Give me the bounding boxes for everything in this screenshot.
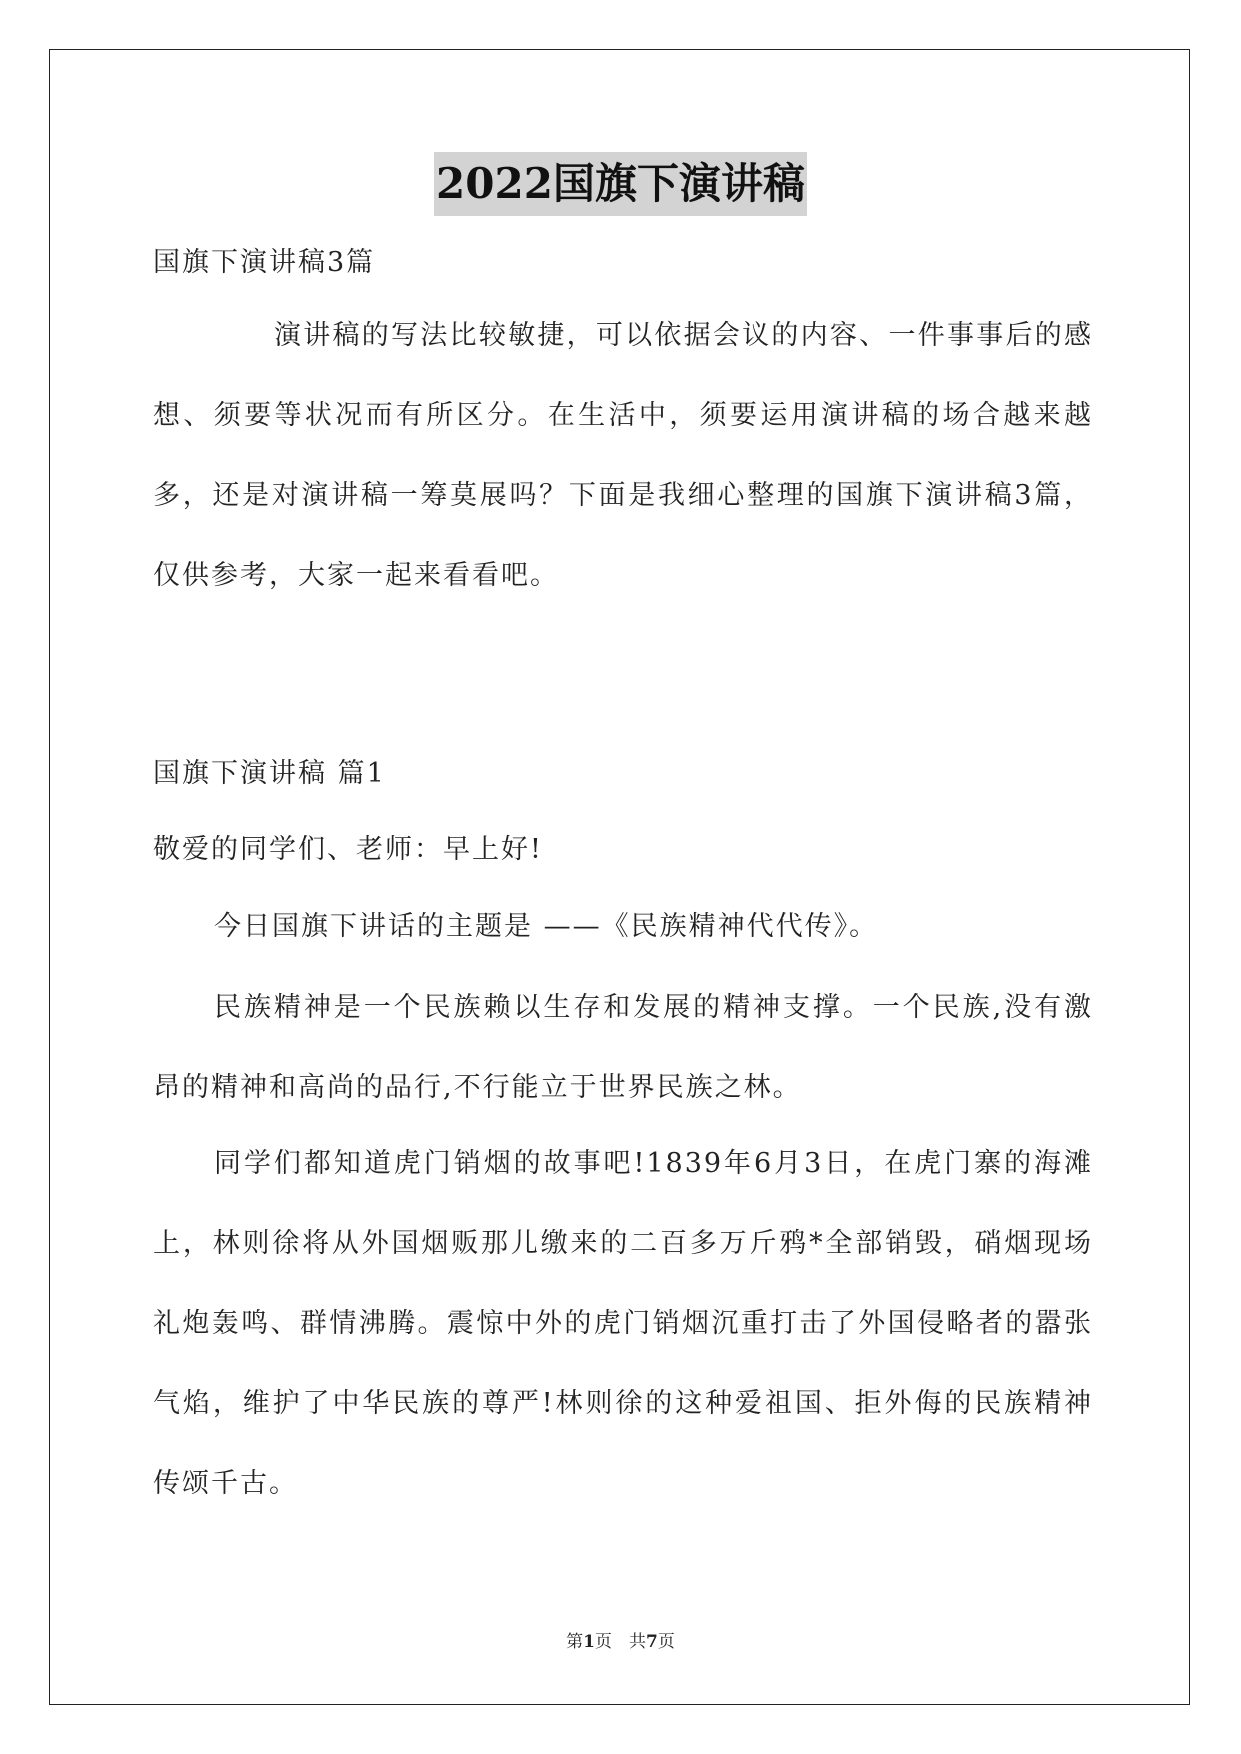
title-wrap: [0, 152, 1241, 216]
section-heading: 国旗下演讲稿 篇1: [153, 758, 386, 789]
intro-paragraph: 演讲稿的写法比较敏捷，可以依据会议的内容、一件事事后的感想、须要等状况而有所区分。在生活中，须要运用演讲稿的场合越来越多，还是对演讲稿一筹莫展吗？下面是我细心整理的国旗下演讲稿3篇，仅供参考，大家一起来看看吧。: [153, 320, 1093, 591]
body-paragraph-1: 民族精神是一个民族赖以生存和发展的精神支撑。一个民族,没有激昂的精神和高尚的品行,不行能立于世界民族之林。: [153, 992, 1093, 1103]
document-title: 2022国旗下演讲稿: [434, 152, 807, 216]
intro-heading: 国旗下演讲稿3篇: [153, 247, 376, 278]
page-total: 7: [646, 1632, 658, 1652]
body-paragraph-2: 同学们都知道虎门销烟的故事吧!1839年6月3日，在虎门寨的海滩上，林则徐将从外国烟贩那儿缴来的二百多万斤鸦*全部销毁，硝烟现场礼炮轰鸣、群情沸腾。震惊中外的虎门销烟沉重打击了外国侵略者的嚣张气焰，维护了中华民族的尊严!林则徐的这种爱祖国、拒外侮的民族精神传颂千古。: [153, 1148, 1093, 1499]
page-mid: 页 共: [595, 1632, 646, 1652]
page-prefix: 第: [566, 1632, 584, 1652]
theme-line: 今日国旗下讲话的主题是 ——《民族精神代代传》。: [214, 911, 879, 942]
page-footer: [0, 1627, 1241, 1652]
greeting: 敬爱的同学们、老师：早上好!: [153, 834, 543, 865]
page-suffix: 页: [657, 1632, 675, 1652]
page-current: 1: [583, 1632, 595, 1652]
